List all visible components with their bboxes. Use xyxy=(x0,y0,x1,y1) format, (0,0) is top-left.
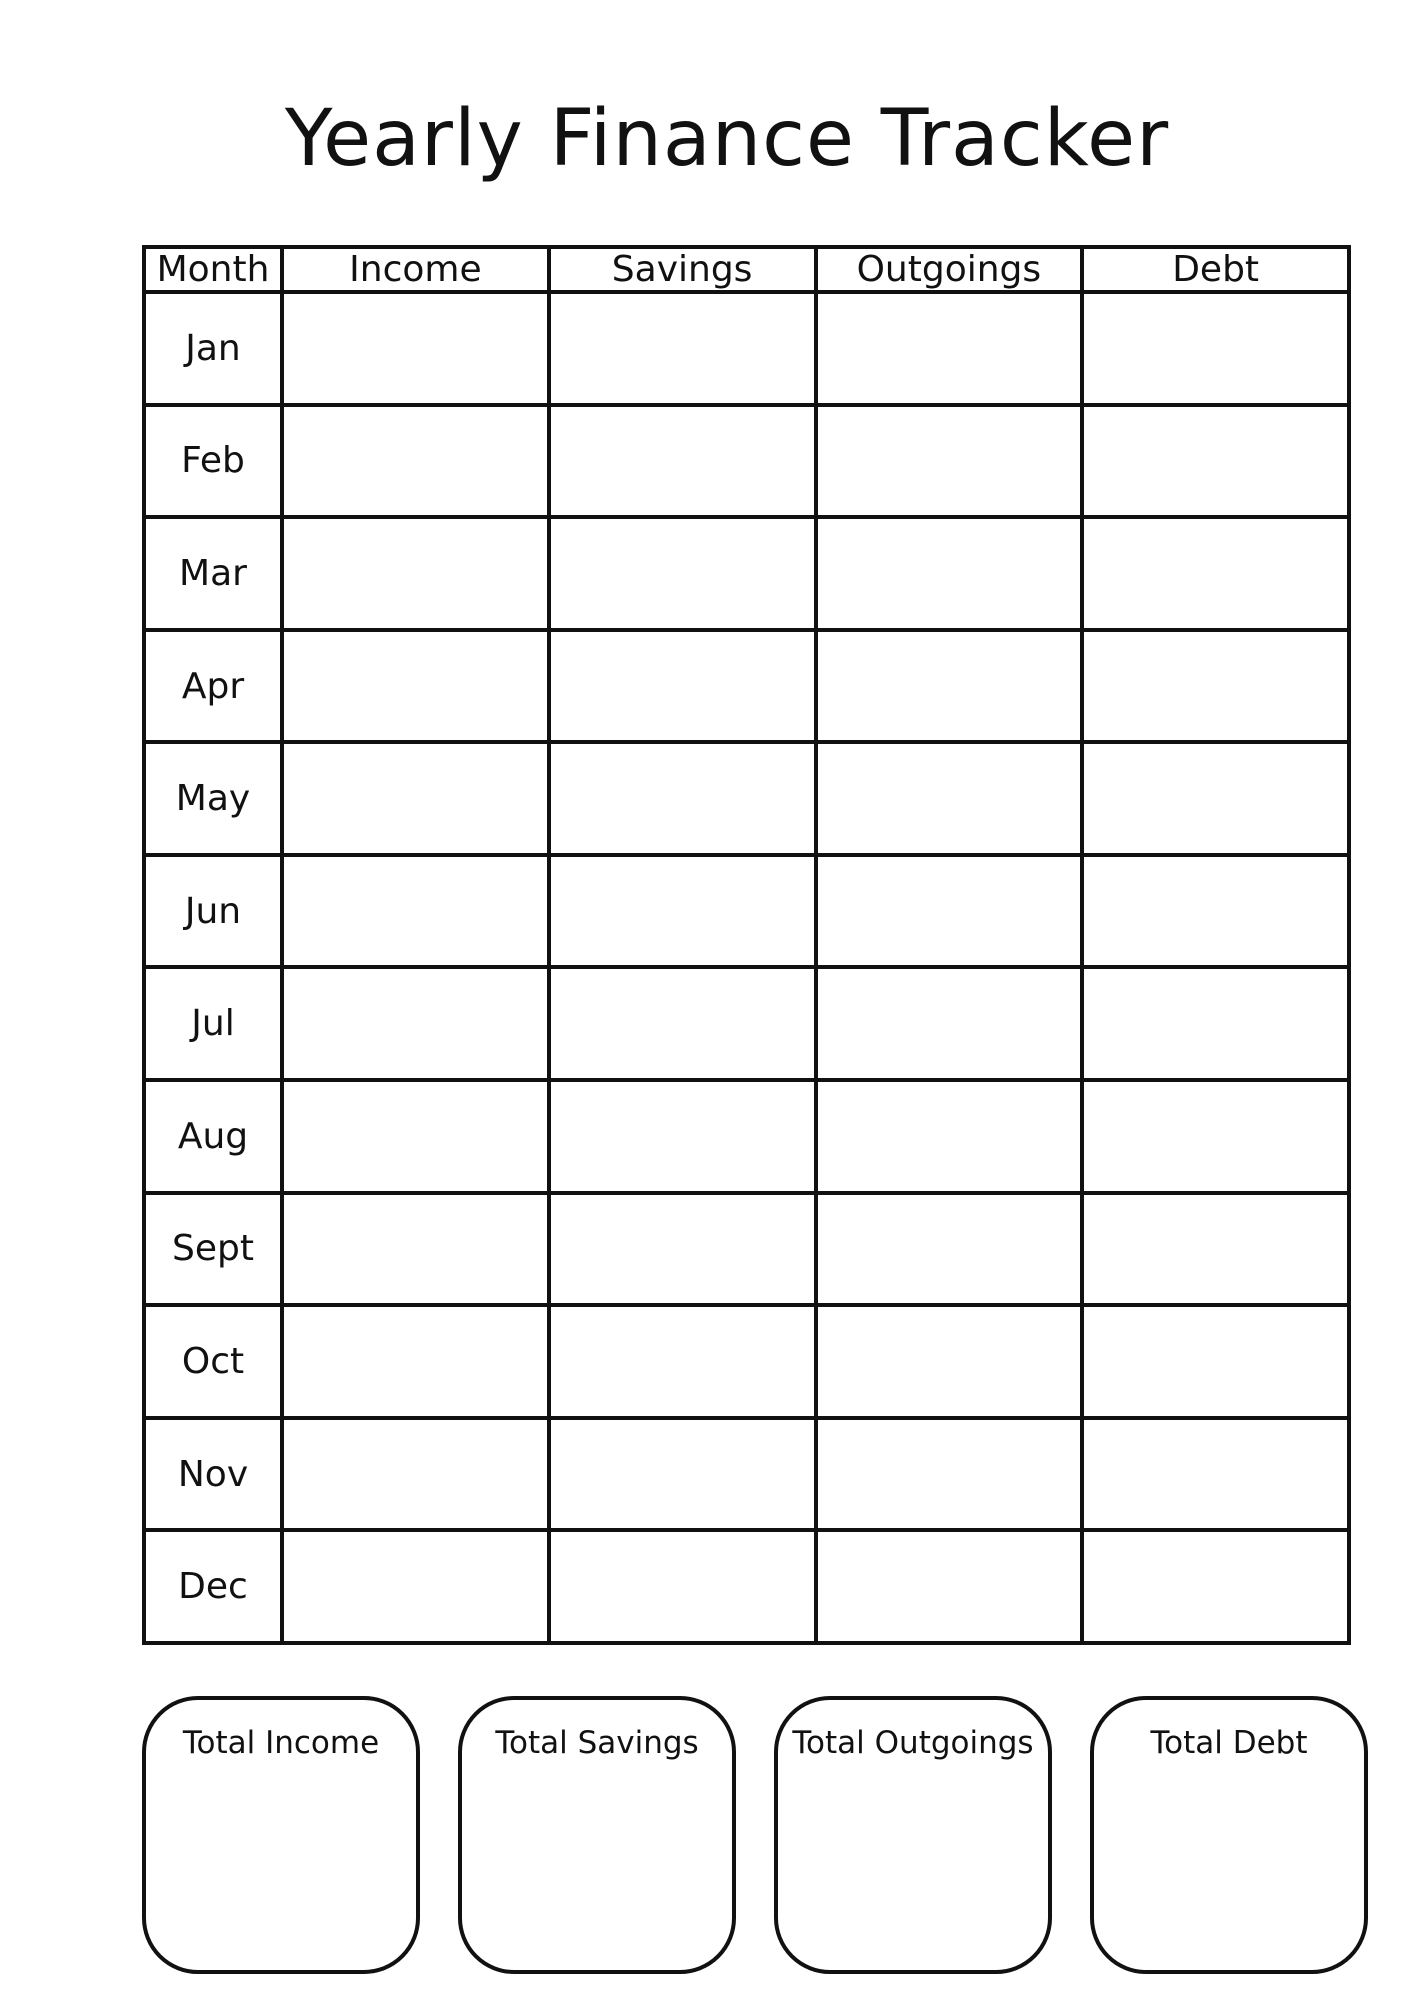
month-label: Jul xyxy=(144,967,282,1080)
finance-table xyxy=(142,245,1351,1645)
table-row xyxy=(144,1418,1349,1531)
debt-cell[interactable] xyxy=(1082,1530,1349,1643)
income-cell[interactable] xyxy=(282,1530,549,1643)
debt-cell[interactable] xyxy=(1082,405,1349,518)
outgoings-cell[interactable] xyxy=(816,855,1083,968)
outgoings-cell[interactable] xyxy=(816,1418,1083,1531)
debt-cell[interactable] xyxy=(1082,1305,1349,1418)
month-label: Nov xyxy=(144,1418,282,1531)
table-row xyxy=(144,1305,1349,1418)
total-savings-label: Total Savings xyxy=(495,1725,699,1761)
table-row xyxy=(144,630,1349,743)
header-row xyxy=(144,247,1349,292)
debt-cell[interactable] xyxy=(1082,1418,1349,1531)
outgoings-cell[interactable] xyxy=(816,405,1083,518)
month-label: Apr xyxy=(144,630,282,743)
debt-cell[interactable] xyxy=(1082,1193,1349,1306)
outgoings-cell[interactable] xyxy=(816,1530,1083,1643)
income-cell[interactable] xyxy=(282,1305,549,1418)
income-cell[interactable] xyxy=(282,1080,549,1193)
table-row xyxy=(144,855,1349,968)
income-cell[interactable] xyxy=(282,517,549,630)
table-row xyxy=(144,1530,1349,1643)
debt-cell[interactable] xyxy=(1082,630,1349,743)
savings-cell[interactable] xyxy=(549,967,816,1080)
income-cell[interactable] xyxy=(282,742,549,855)
savings-cell[interactable] xyxy=(549,1193,816,1306)
total-outgoings-box[interactable] xyxy=(774,1696,1052,1974)
table-row xyxy=(144,1080,1349,1193)
income-cell[interactable] xyxy=(282,967,549,1080)
income-cell[interactable] xyxy=(282,405,549,518)
month-label: Sept xyxy=(144,1193,282,1306)
debt-cell[interactable] xyxy=(1082,742,1349,855)
table-row xyxy=(144,517,1349,630)
month-label: Oct xyxy=(144,1305,282,1418)
outgoings-cell[interactable] xyxy=(816,292,1083,405)
month-label: Mar xyxy=(144,517,282,630)
debt-cell[interactable] xyxy=(1082,1080,1349,1193)
month-label: Jun xyxy=(144,855,282,968)
income-cell[interactable] xyxy=(282,292,549,405)
income-cell[interactable] xyxy=(282,1418,549,1531)
month-label: Dec xyxy=(144,1530,282,1643)
savings-cell[interactable] xyxy=(549,855,816,968)
header-income: Income xyxy=(282,247,549,292)
header-month: Month xyxy=(144,247,282,292)
outgoings-cell[interactable] xyxy=(816,1193,1083,1306)
savings-cell[interactable] xyxy=(549,630,816,743)
header-outgoings: Outgoings xyxy=(816,247,1083,292)
income-cell[interactable] xyxy=(282,855,549,968)
savings-cell[interactable] xyxy=(549,405,816,518)
total-debt-box[interactable] xyxy=(1090,1696,1368,1974)
debt-cell[interactable] xyxy=(1082,517,1349,630)
debt-cell[interactable] xyxy=(1082,967,1349,1080)
table-row xyxy=(144,1193,1349,1306)
header-debt: Debt xyxy=(1082,247,1349,292)
outgoings-cell[interactable] xyxy=(816,967,1083,1080)
savings-cell[interactable] xyxy=(549,517,816,630)
income-cell[interactable] xyxy=(282,1193,549,1306)
savings-cell[interactable] xyxy=(549,1080,816,1193)
total-debt-label: Total Debt xyxy=(1150,1725,1308,1761)
table-row xyxy=(144,405,1349,518)
header-savings: Savings xyxy=(549,247,816,292)
table-row xyxy=(144,967,1349,1080)
outgoings-cell[interactable] xyxy=(816,517,1083,630)
total-income-box[interactable] xyxy=(142,1696,420,1974)
income-cell[interactable] xyxy=(282,630,549,743)
outgoings-cell[interactable] xyxy=(816,630,1083,743)
outgoings-cell[interactable] xyxy=(816,1080,1083,1193)
total-income-label: Total Income xyxy=(182,1725,380,1761)
page-title: Yearly Finance Tracker xyxy=(284,94,1170,184)
month-label: Feb xyxy=(144,405,282,518)
page-title-wrap xyxy=(0,94,1410,184)
savings-cell[interactable] xyxy=(549,1530,816,1643)
month-label: May xyxy=(144,742,282,855)
debt-cell[interactable] xyxy=(1082,855,1349,968)
savings-cell[interactable] xyxy=(549,1305,816,1418)
debt-cell[interactable] xyxy=(1082,292,1349,405)
total-outgoings-label: Total Outgoings xyxy=(792,1725,1034,1761)
month-label: Jan xyxy=(144,292,282,405)
month-label: Aug xyxy=(144,1080,282,1193)
savings-cell[interactable] xyxy=(549,292,816,405)
table-row xyxy=(144,742,1349,855)
table-row xyxy=(144,292,1349,405)
outgoings-cell[interactable] xyxy=(816,742,1083,855)
savings-cell[interactable] xyxy=(549,1418,816,1531)
savings-cell[interactable] xyxy=(549,742,816,855)
outgoings-cell[interactable] xyxy=(816,1305,1083,1418)
total-savings-box[interactable] xyxy=(458,1696,736,1974)
